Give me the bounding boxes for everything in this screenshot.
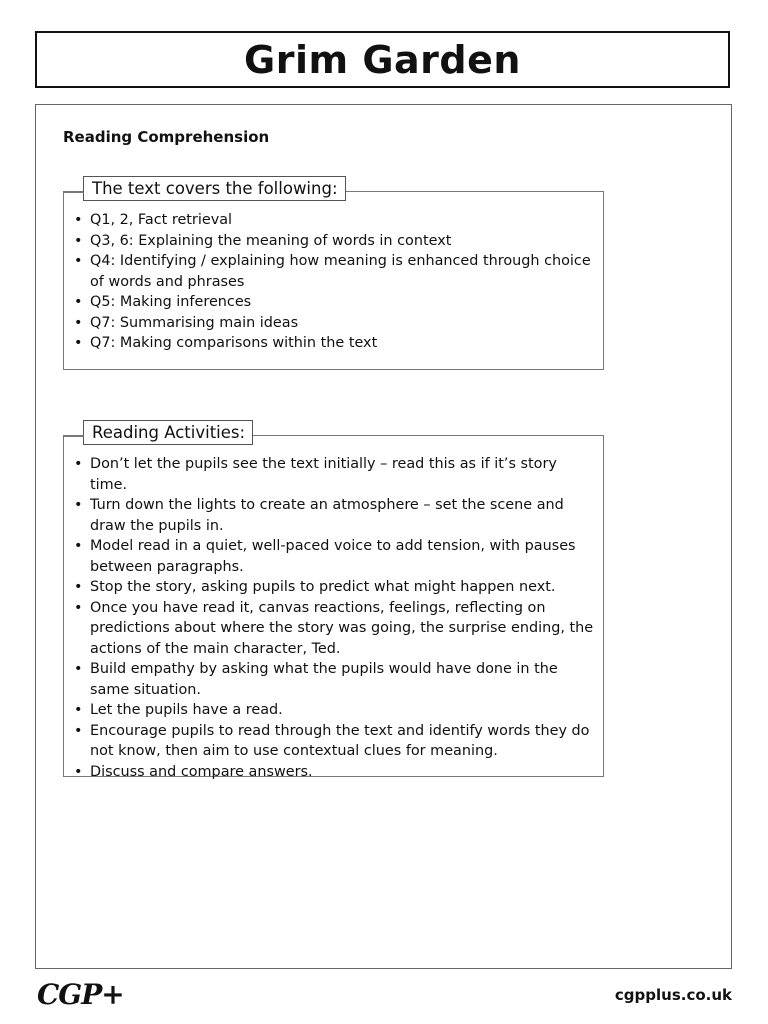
bullet-icon: • [74, 232, 83, 249]
bullet-icon: • [74, 497, 83, 513]
list-item: • Q1, 2, Fact retrieval [74, 210, 597, 231]
list-item: • Q5: Making inferences [74, 292, 597, 313]
activities-list [74, 454, 597, 782]
page-title: Grim Garden [244, 37, 521, 82]
list-item: • Once you have read it, canvas reactions, feelings, reflecting on predictions about where the story was going, the surprise ending, the actions of the main character, Ted. [74, 599, 594, 657]
bullet-icon: • [74, 314, 83, 331]
list-item: • Discuss and compare answers. [74, 762, 597, 783]
bullet-icon: • [74, 661, 83, 677]
list-item: • Encourage pupils to read through the text and identify words they do not know, then aim to use contextual clues for meaning. [74, 722, 590, 759]
list-item: • Q3, 6: Explaining the meaning of words in context [74, 231, 597, 252]
list-item: • Turn down the lights to create an atmosphere – set the scene and draw the pupils in. [74, 497, 564, 534]
activities-panel [63, 423, 604, 780]
list-item: • Q4: Identifying / explaining how meaning is enhanced through choice of words and phrases [74, 253, 591, 290]
bullet-icon: • [74, 335, 83, 351]
bullet-icon: • [74, 702, 83, 718]
bullet-icon: • [74, 763, 83, 780]
activities-panel-label: Reading Activities: [83, 420, 253, 445]
list-item: • Model read in a quiet, well-paced voice to add tension, with pauses between paragraphs. [74, 538, 576, 575]
bullet-icon: • [74, 599, 83, 616]
covers-panel [63, 179, 604, 370]
bullet-icon: • [74, 456, 83, 472]
list-item: • Don’t let the pupils see the text initially – read this as if it’s story time. [74, 456, 557, 493]
cgp-logo: CGP+ [37, 978, 124, 1011]
section-heading: Reading Comprehension [63, 128, 270, 146]
footer-url: cgpplus.co.uk [614, 986, 732, 1004]
covers-list [74, 210, 597, 354]
list-item: • Q7: Summarising main ideas [74, 313, 597, 334]
title-box [35, 31, 730, 88]
list-item: • Q7: Making comparisons within the text [74, 333, 597, 354]
list-item: • Let the pupils have a read. [74, 700, 597, 721]
covers-panel-label: The text covers the following: [83, 176, 346, 201]
bullet-icon: • [74, 294, 83, 310]
bullet-icon: • [74, 722, 83, 739]
bullet-icon: • [74, 253, 83, 269]
bullet-icon: • [74, 579, 83, 595]
bullet-icon: • [74, 212, 83, 228]
bullet-icon: • [74, 538, 83, 554]
list-item: • Build empathy by asking what the pupils would have done in the same situation. [74, 661, 558, 698]
list-item: • Stop the story, asking pupils to predict what might happen next. [74, 577, 597, 598]
